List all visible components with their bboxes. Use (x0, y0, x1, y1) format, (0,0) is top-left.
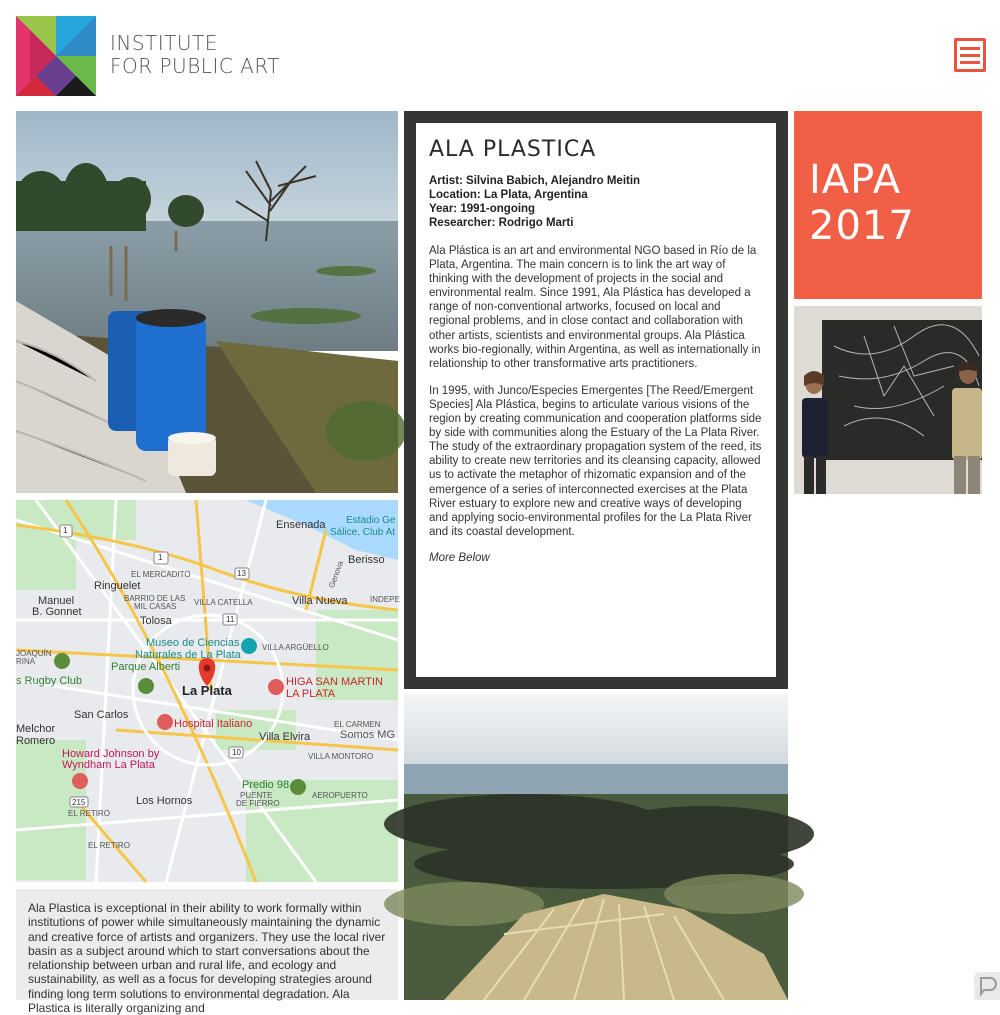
iapa-2017-badge[interactable] (794, 111, 982, 299)
map-label-howard-1: Howard Johnson by (62, 748, 160, 760)
map-label-howard-2: Wyndham La Plata (62, 759, 155, 771)
map-label-rina: RINA (16, 657, 36, 666)
map-label-el-retiro-1: EL RETIRO (68, 809, 110, 818)
map-label-indepe: INDEPE (370, 595, 400, 604)
map-label-villa-arguello: VILLA ARGÜELLO (262, 643, 329, 652)
project-artist: Artist: Silvina Babich, Alejandro Meitin (429, 175, 641, 187)
map-label-higa-2: LA PLATA (286, 688, 336, 700)
project-paragraph-2: In 1995, with Junco/Especies Emergentes [The Reed/Emergent Species] Ala Plástica, begins to articulate various visions of the region by creating communication and cooperation platforms side by side with communities along the Estuary of the La Plata River. The study of the extraordinary propagation system of the reed, its ability to create new territories and its cleansing capacity, allowed us to activate the metaphor of rhizomatic expansion and of the emergence of a series of interconnected exercises at the Plata River estuary to explore new and creative ways of developing and applying socio-environmental profiles for the La Plata River and its coastal development. (429, 384, 762, 538)
map-label-san-carlos: San Carlos (74, 709, 129, 721)
project-card (404, 111, 788, 689)
site-title-line2: FOR PUBLIC ART (110, 54, 280, 78)
map-label-museo-2: Naturales de La Plata (135, 649, 241, 661)
map-label-aeropuerto: AEROPUERTO (312, 791, 368, 800)
chat-widget-icon[interactable] (974, 972, 1000, 1000)
project-description-text: Ala Plastica is exceptional in their ability to work formally within institutions of power while simultaneously maintaining the dynamic and creative force of artists and organizers. They use the local river basin as a subject around which to start conversations about the relationship between urban and rural life, and ecology and sustainability, as well as a focus for developing strategies around finding long term solutions to environmental degradation. Ala Plastica is literally organizing and (28, 901, 386, 1015)
iapa-line1: IAPA (809, 157, 902, 203)
map-label-tolosa: Tolosa (140, 615, 172, 627)
map-label-genova: Genova (326, 559, 346, 590)
route-shield-10: 10 (232, 748, 241, 757)
map-label-berisso: Berisso (348, 554, 385, 566)
project-location: Location: La Plata, Argentina (429, 189, 588, 201)
map-label-el-retiro-2: EL RETIRO (88, 841, 130, 850)
map-label-puente-1: PUENTE (240, 791, 273, 800)
map-label-el-carmen: EL CARMEN (334, 720, 381, 729)
map-label-somos: Somos MG (340, 729, 396, 741)
route-shield-1a: 1 (63, 526, 68, 535)
map-label-villa-catella: VILLA CATELLA (194, 598, 253, 607)
map-label-ensenada: Ensenada (276, 519, 326, 531)
iapa-line2: 2017 (809, 203, 915, 249)
location-map[interactable] (16, 500, 398, 882)
map-label-joaquin: JOAQUÍN (16, 649, 52, 658)
map-label-el-mercadito: EL MERCADITO (131, 570, 191, 579)
project-meta (429, 174, 763, 230)
map-label-parque-alberti: Parque Alberti (111, 661, 181, 673)
project-researcher: Researcher: Rodrigo Marti (429, 217, 574, 229)
institute-logo-icon[interactable] (16, 16, 96, 96)
map-label-villa-nueva: Villa Nueva (292, 595, 348, 607)
map-label-barrio: BARRIO DE LAS (124, 594, 186, 603)
site-title[interactable] (110, 32, 280, 78)
artists-photo (794, 306, 982, 494)
more-below-link[interactable]: More Below (429, 551, 490, 564)
project-year: Year: 1991-ongoing (429, 203, 536, 215)
route-shield-1b: 1 (158, 553, 163, 562)
map-label-hospital: Hospital Italiano (174, 718, 253, 730)
project-card-body (416, 123, 776, 677)
project-paragraph-1: Ala Plástica is an art and environmental NGO based in Río de la Plata, Argentina. The main concern is to link the art way of thinking with the development of projects in the social and environmental realm. Since 1991, Ala Plástica has developed a range of non-conventional artworks, focused on local and regional problems, and in close contact and collaboration with other artists, scientists and environmental groups. Ala Plástica works bio-regionally, within Argentina, as well as internationally in relationship to other transformative arts practitioners. (429, 245, 761, 370)
menu-button[interactable] (954, 38, 986, 72)
river-photo (16, 111, 398, 493)
map-label-museo-1: Museo de Ciencias (146, 637, 240, 649)
route-shield-11: 11 (226, 615, 235, 624)
reed-photo (404, 694, 788, 1000)
map-label-estadio: Estadio Ge (346, 515, 396, 526)
project-description-box (16, 889, 398, 1015)
map-label-higa-1: HIGA SAN MARTIN (286, 676, 383, 688)
map-label-la-plata: La Plata (182, 683, 232, 698)
map-label-los-hornos: Los Hornos (136, 795, 193, 807)
map-label-ringuelet: Ringuelet (94, 580, 141, 592)
site-title-line1: INSTITUTE (110, 31, 218, 55)
map-label-b-gonnet: B. Gonnet (32, 606, 82, 618)
map-label-puente-2: DE FIERRO (236, 799, 280, 808)
map-label-romero: Romero (16, 735, 56, 747)
project-title: ALA PLASTICA (429, 137, 597, 162)
map-label-rugby-club: s Rugby Club (16, 675, 83, 687)
route-shield-215: 215 (72, 798, 86, 807)
route-shield-13: 13 (237, 569, 246, 578)
map-label-melchor: Melchor (16, 723, 56, 735)
map-label-mil-casas: MIL CASAS (134, 602, 177, 611)
map-label-villa-montoro: VILLA MONTORO (308, 752, 374, 761)
map-label-predio: Predio 98 (242, 779, 290, 791)
map-label-salice: Sálice, Club At (330, 527, 396, 538)
map-label-villa-elvira: Villa Elvira (259, 731, 311, 743)
speech-bubble-icon (978, 976, 996, 996)
hamburger-icon (960, 47, 980, 50)
map-label-manuel: Manuel (38, 595, 75, 607)
